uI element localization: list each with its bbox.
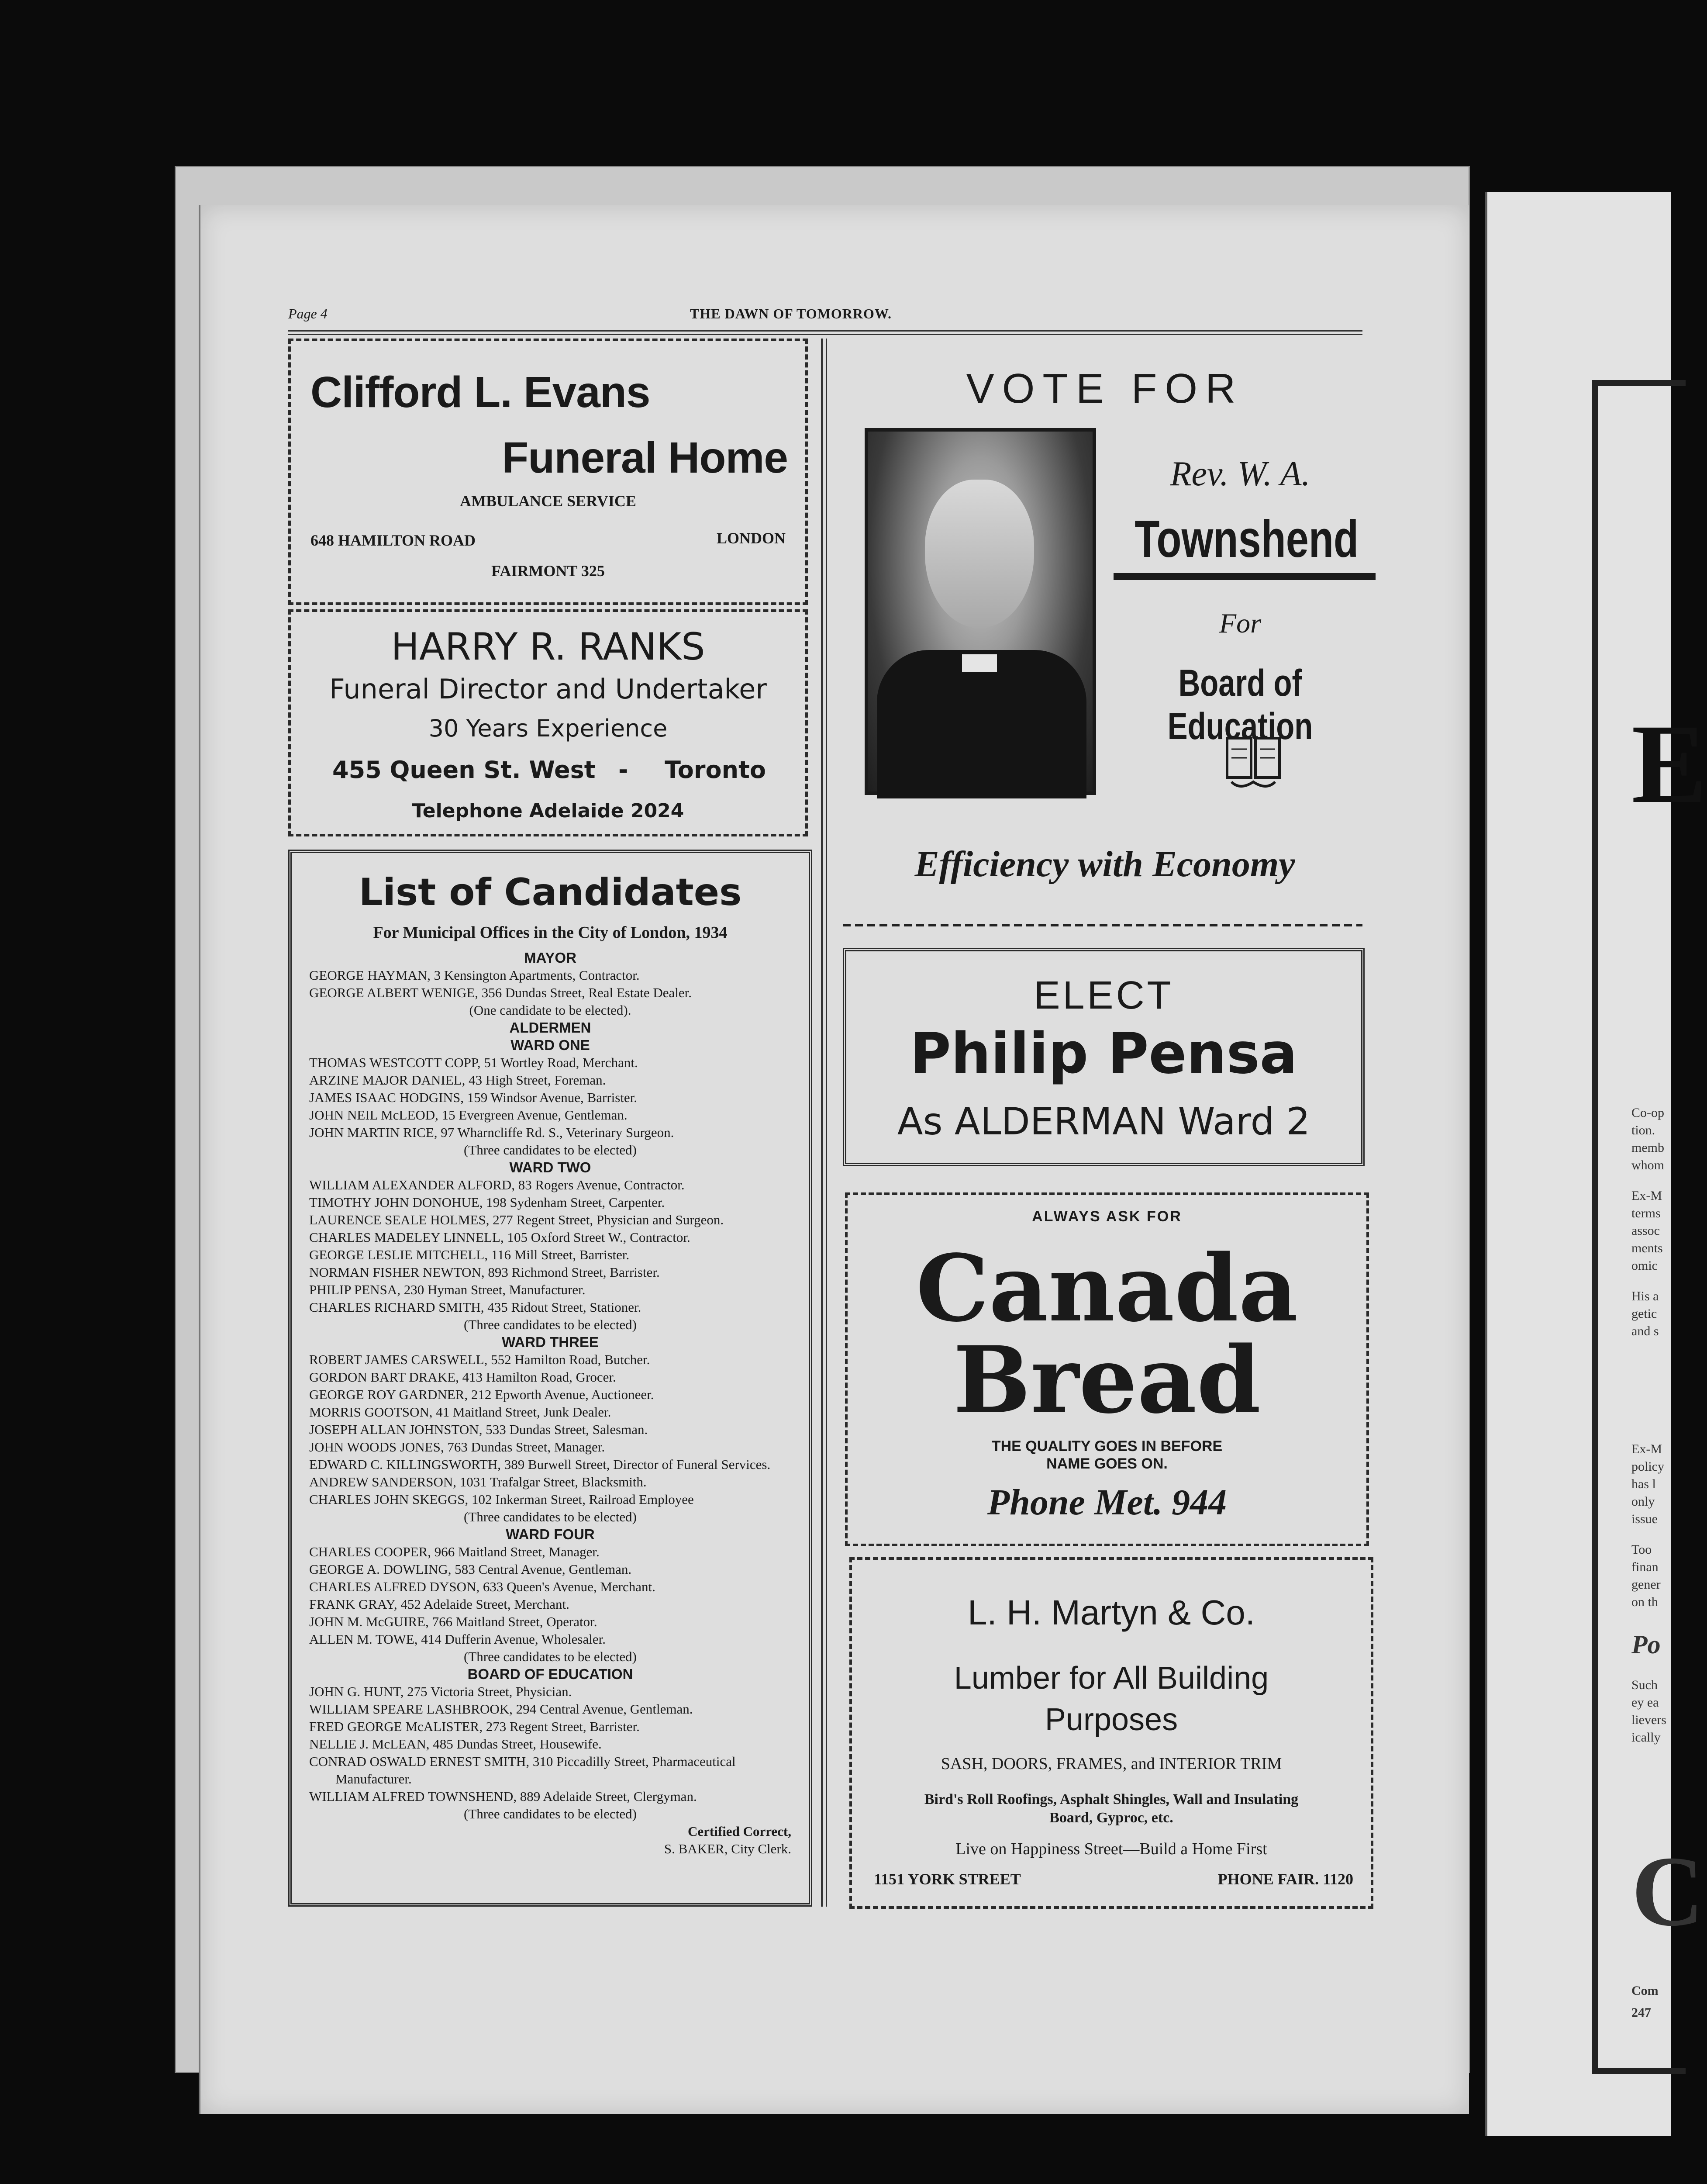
martyn-roofing xyxy=(852,1790,1371,1827)
candidate-entry: LAURENCE SEALE HOLMES, 277 Regent Street, Physician and Surgeon. xyxy=(309,1212,724,1227)
candidate-entry: CHARLES ALFRED DYSON, 633 Queen's Avenue, Merchant. xyxy=(309,1579,655,1594)
adjacent-snippet: on th xyxy=(1631,1595,1658,1609)
candidates-section-heading: MAYOR xyxy=(524,950,576,966)
candidate-entry: GEORGE ROY GARDNER, 212 Epworth Avenue, Auctioneer. xyxy=(309,1387,654,1402)
bread-quality-line2: NAME GOES ON. xyxy=(1046,1455,1168,1472)
candidates-subtitle: For Municipal Offices in the City of London, 1934 xyxy=(373,923,728,942)
adjacent-snippet: tion. xyxy=(1631,1123,1655,1137)
adjacent-snippet: C xyxy=(1631,1835,1704,1947)
adjacent-snippet: getic xyxy=(1631,1306,1657,1321)
candidate-entry: FRED GEORGE McALISTER, 273 Regent Street, Barrister. xyxy=(309,1719,640,1734)
candidate-entry: EDWARD C. KILLINGSWORTH, 389 Burwell Street, Director of Funeral Services. xyxy=(309,1457,771,1472)
candidate-entry: FRANK GRAY, 452 Adelaide Street, Merchant. xyxy=(309,1597,569,1612)
martyn-roofing-line2: Board, Gyproc, etc. xyxy=(1049,1810,1173,1826)
adjacent-snippet: issue xyxy=(1631,1512,1658,1526)
adjacent-snippet: 247 xyxy=(1631,2005,1651,2020)
evans-funeral-ad xyxy=(288,339,808,605)
candidates-section-heading: WARD ONE xyxy=(510,1037,590,1053)
bread-ask-for: ALWAYS ASK FOR xyxy=(1032,1208,1182,1225)
townshend-election-ad xyxy=(838,341,1371,926)
adjacent-snippet: memb xyxy=(1631,1140,1664,1155)
pensa-name: Philip Pensa xyxy=(910,1021,1298,1086)
candidates-note: (Three candidates to be elected) xyxy=(464,1649,637,1664)
adjacent-snippet: policy xyxy=(1631,1459,1664,1474)
column-rule-thin xyxy=(826,339,827,1907)
candidates-list xyxy=(309,949,791,1858)
candidate-entry: CHARLES RICHARD SMITH, 435 Ridout Street, Stationer. xyxy=(309,1299,641,1315)
adjacent-snippet: whom xyxy=(1631,1158,1664,1172)
candidate-entry: ALLEN M. TOWE, 414 Dufferin Avenue, Wholesaler. xyxy=(309,1631,606,1647)
adjacent-snippet: assoc xyxy=(1631,1223,1660,1238)
adjacent-snippet: His a xyxy=(1631,1289,1659,1303)
candidate-entry: JOHN MARTIN RICE, 97 Wharncliffe Rd. S., Veterinary Surgeon. xyxy=(309,1125,674,1140)
newspaper-title: THE DAWN OF TOMORROW. xyxy=(690,306,892,321)
candidate-entry: ANDREW SANDERSON, 1031 Trafalgar Street, Blacksmith. xyxy=(309,1474,647,1489)
page-number: Page 4 xyxy=(288,306,328,321)
candidate-entry: MORRIS GOOTSON, 41 Maitland Street, Junk Dealer. xyxy=(309,1404,611,1420)
martyn-phone: PHONE FAIR. 1120 xyxy=(1217,1870,1353,1888)
evans-city: LONDON xyxy=(716,529,786,547)
candidate-entry: GEORGE HAYMAN, 3 Kensington Apartments, Contractor. xyxy=(309,968,640,983)
candidates-section-heading: BOARD OF EDUCATION xyxy=(467,1666,633,1682)
ranks-address: 455 Queen St. West xyxy=(332,756,596,784)
ranks-experience: 30 Years Experience xyxy=(428,715,668,742)
adjacent-snippet: has l xyxy=(1631,1477,1656,1491)
adjacent-snippet: Ex-M xyxy=(1631,1442,1662,1456)
column-rule xyxy=(821,339,823,1907)
candidate-entry: WILLIAM SPEARE LASHBROOK, 294 Central Avenue, Gentleman. xyxy=(309,1701,693,1717)
adjacent-snippet: Com xyxy=(1631,1984,1659,1998)
evans-address: 648 HAMILTON ROAD xyxy=(310,532,476,549)
ranks-city: Toronto xyxy=(665,756,766,784)
bread-quality-slogan xyxy=(848,1438,1366,1472)
adjacent-snippet: finan xyxy=(1631,1560,1659,1574)
martyn-line1: Lumber for All Building xyxy=(954,1661,1269,1696)
candidate-entry: CHARLES MADELEY LINNELL, 105 Oxford Street W., Contractor. xyxy=(309,1230,690,1245)
bread-quality-line1: THE QUALITY GOES IN BEFORE xyxy=(991,1438,1223,1455)
candidate-entry: NELLIE J. McLEAN, 485 Dundas Street, Housewife. xyxy=(309,1736,602,1752)
dashed-separator xyxy=(843,924,1362,926)
header-rule xyxy=(288,330,1362,332)
adjacent-snippet: ically xyxy=(1631,1730,1661,1745)
candidates-title: List of Candidates xyxy=(359,871,742,914)
open-book-icon xyxy=(1223,734,1284,795)
adjacent-snippet: gener xyxy=(1631,1577,1661,1592)
adjacent-snippet: only xyxy=(1631,1494,1655,1509)
candidate-entry: WILLIAM ALFRED TOWNSHEND, 889 Adelaide Street, Clergyman. xyxy=(309,1789,697,1804)
candidate-entry: ROBERT JAMES CARSWELL, 552 Hamilton Road, Butcher. xyxy=(309,1352,650,1367)
adjacent-snippet: omic xyxy=(1631,1258,1658,1273)
candidates-note: (Three candidates to be elected) xyxy=(464,1806,637,1821)
martyn-roofing-line1: Bird's Roll Roofings, Asphalt Shingles, Wall and Insulating xyxy=(924,1791,1299,1807)
ranks-title: Funeral Director and Undertaker xyxy=(329,673,767,705)
adjacent-snippet: Too xyxy=(1631,1542,1652,1557)
candidate-entry: PHILIP PENSA, 230 Hyman Street, Manufacturer. xyxy=(309,1282,586,1297)
canada-bread-ad xyxy=(845,1192,1369,1546)
candidate-entry: GEORGE A. DOWLING, 583 Central Avenue, Gentleman. xyxy=(309,1562,632,1577)
candidate-entry: ARZINE MAJOR DANIEL, 43 High Street, Foreman. xyxy=(309,1072,606,1088)
adjacent-snippet: ments xyxy=(1631,1241,1663,1255)
candidates-section-heading: WARD FOUR xyxy=(506,1526,595,1542)
candidate-entry: GEORGE LESLIE MITCHELL, 116 Mill Street, Barrister. xyxy=(309,1247,630,1262)
candidate-entry: TIMOTHY JOHN DONOHUE, 198 Sydenham Street, Carpenter. xyxy=(309,1195,665,1210)
candidates-list-box xyxy=(288,850,812,1907)
townshend-slogan: Efficiency with Economy xyxy=(914,844,1295,885)
candidate-entry: CHARLES COOPER, 966 Maitland Street, Manager. xyxy=(309,1544,600,1559)
townshend-rev: Rev. W. A. xyxy=(1170,455,1310,493)
candidates-note: (One candidate to be elected). xyxy=(469,1002,631,1018)
ranks-phone: Telephone Adelaide 2024 xyxy=(412,800,684,822)
candidate-entry: GEORGE ALBERT WENIGE, 356 Dundas Street, Real Estate Dealer. xyxy=(309,985,692,1000)
header-rule-thin xyxy=(288,334,1362,335)
townshend-office: Board of Education xyxy=(1167,662,1313,747)
candidate-entry: WILLIAM ALEXANDER ALFORD, 83 Rogers Avenue, Contractor. xyxy=(309,1177,685,1192)
pensa-election-ad xyxy=(843,948,1365,1166)
portrait-collar xyxy=(962,654,997,672)
candidates-note: (Three candidates to be elected) xyxy=(464,1317,637,1332)
candidates-section-heading: WARD THREE xyxy=(502,1334,599,1350)
martyn-lumber-ad xyxy=(849,1557,1373,1909)
adjacent-snippet: ey ea xyxy=(1631,1695,1659,1710)
vote-for-heading: VOTE FOR xyxy=(966,365,1244,412)
candidate-portrait xyxy=(865,428,1096,795)
pensa-office: As ALDERMAN Ward 2 xyxy=(897,1100,1310,1144)
candidates-certification: Certified Correct, xyxy=(688,1824,791,1839)
adjacent-page xyxy=(1485,192,1707,2136)
candidate-entry: CHARLES JOHN SKEGGS, 102 Inkerman Street, Railroad Employee xyxy=(309,1492,694,1507)
martyn-line2: Purposes xyxy=(1045,1702,1178,1737)
candidate-entry: THOMAS WESTCOTT COPP, 51 Wortley Road, Merchant. xyxy=(309,1055,638,1070)
bread-phone: Phone Met. 944 xyxy=(987,1482,1227,1523)
candidate-entry: JOHN G. HUNT, 275 Victoria Street, Physician. xyxy=(309,1684,572,1699)
martyn-products: SASH, DOORS, FRAMES, and INTERIOR TRIM xyxy=(941,1755,1282,1773)
candidates-note: (Three candidates to be elected) xyxy=(464,1142,637,1158)
portrait-body xyxy=(877,650,1086,798)
bread-brand-canada: Canada xyxy=(916,1234,1298,1342)
townshend-underline xyxy=(1114,573,1376,580)
candidate-entry: JOHN WOODS JONES, 763 Dundas Street, Manager. xyxy=(309,1439,605,1455)
martyn-name: L. H. Martyn & Co. xyxy=(968,1593,1255,1632)
martyn-address: 1151 YORK STREET xyxy=(874,1870,1021,1888)
candidate-entry: CONRAD OSWALD ERNEST SMITH, 310 Piccadilly Street, Pharmaceutical Manufacturer. xyxy=(309,1754,736,1787)
townshend-name: Townshend xyxy=(1135,510,1359,568)
ranks-name: HARRY R. RANKS xyxy=(391,625,705,669)
candidate-entry: JOHN M. McGUIRE, 766 Maitland Street, Operator. xyxy=(309,1614,597,1629)
candidates-certification: S. BAKER, City Clerk. xyxy=(664,1841,791,1856)
bread-brand-bread: Bread xyxy=(953,1326,1261,1434)
candidate-entry: NORMAN FISHER NEWTON, 893 Richmond Street, Barrister. xyxy=(309,1265,660,1280)
adjacent-snippet: Co-op xyxy=(1631,1106,1664,1120)
adjacent-snippet: terms xyxy=(1631,1206,1661,1220)
candidates-section-heading: ALDERMEN xyxy=(509,1019,591,1036)
candidate-entry: GORDON BART DRAKE, 413 Hamilton Road, Grocer. xyxy=(309,1369,616,1385)
evans-name-line1: Clifford L. Evans xyxy=(310,368,650,417)
ranks-funeral-ad xyxy=(288,609,808,836)
martyn-motto: Live on Happiness Street—Build a Home First xyxy=(955,1840,1267,1858)
candidate-entry: JAMES ISAAC HODGINS, 159 Windsor Avenue, Barrister. xyxy=(309,1090,638,1105)
evans-service: AMBULANCE SERVICE xyxy=(460,492,636,510)
adjacent-snippet: Such xyxy=(1631,1678,1658,1692)
ranks-separator: - xyxy=(618,756,628,784)
portrait-face xyxy=(925,480,1034,628)
adjacent-snippet: Po xyxy=(1631,1630,1661,1659)
candidates-note: (Three candidates to be elected) xyxy=(464,1509,637,1524)
running-header xyxy=(288,306,1362,323)
adjacent-snippet: and s xyxy=(1631,1324,1659,1338)
adjacent-snippet: Ex-M xyxy=(1631,1189,1662,1203)
evans-phone: FAIRMONT 325 xyxy=(491,562,605,580)
adjacent-page-big-letter: E xyxy=(1631,701,1707,827)
candidate-entry: JOHN NEIL McLEOD, 15 Evergreen Avenue, Gentleman. xyxy=(309,1107,628,1123)
adjacent-snippet: lievers xyxy=(1631,1713,1666,1727)
pensa-elect: ELECT xyxy=(1034,974,1174,1017)
candidate-entry: JOSEPH ALLAN JOHNSTON, 533 Dundas Street, Salesman. xyxy=(309,1422,648,1437)
evans-name-line2: Funeral Home xyxy=(502,433,788,482)
candidates-section-heading: WARD TWO xyxy=(509,1159,591,1175)
townshend-for: For xyxy=(1219,608,1261,639)
